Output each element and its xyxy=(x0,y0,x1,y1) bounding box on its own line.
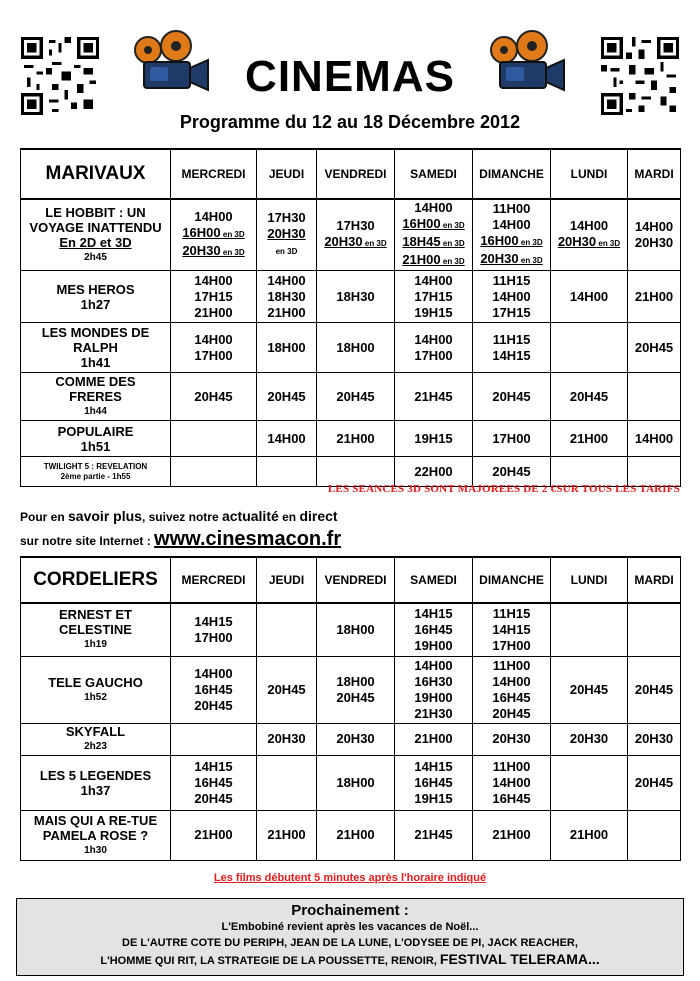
showtime: 21H00 xyxy=(634,288,674,304)
showtime: 16H45 xyxy=(492,689,531,705)
film-title xyxy=(21,457,171,487)
table-row xyxy=(21,656,681,723)
table-row xyxy=(21,373,681,421)
film-title xyxy=(21,421,171,457)
showtime: 16H45 xyxy=(194,774,233,790)
showtime-cell xyxy=(473,421,551,457)
film-title xyxy=(21,271,171,323)
film-title-line: MAIS QUI A RE-TUE xyxy=(33,812,158,828)
showtime: 18H00 xyxy=(336,339,375,355)
showtime-cell xyxy=(628,755,681,810)
showtime-cell xyxy=(473,755,551,810)
showtime-cell xyxy=(628,199,681,271)
showtime: 16H45 xyxy=(194,681,233,697)
showtime-cell xyxy=(395,271,473,323)
film-title xyxy=(21,323,171,373)
coming-soon-line: L'Embobiné revient après les vacances de Noël... xyxy=(221,921,479,933)
showtime: 21H00 xyxy=(336,430,375,446)
showtime: 20H30 en 3D xyxy=(480,251,543,266)
film-title xyxy=(21,199,171,271)
venue-name: CORDELIERS xyxy=(21,557,171,603)
showtime: 21H45 xyxy=(414,827,453,842)
film-title-line: 2ème partie - 1h55 xyxy=(60,471,131,481)
table-row xyxy=(21,723,681,755)
showtime-cell xyxy=(257,421,317,457)
showtime-cell xyxy=(171,603,257,656)
showtime: 20H30 xyxy=(336,731,375,746)
showtime-cell xyxy=(628,656,681,723)
showtime: 17H00 xyxy=(492,637,531,653)
showtime: 20H45 xyxy=(194,790,233,806)
day-header: SAMEDI xyxy=(395,149,473,199)
notice-3d-surcharge: LES SEANCES 3D SONT MAJOREES DE 2 €SUR TOUS LES TARIFS xyxy=(327,483,680,495)
showtime: 20H45 xyxy=(336,689,375,705)
showtime: 14H00 xyxy=(414,200,453,215)
film-title-line: LES MONDES DE xyxy=(41,325,150,340)
showtime: 21H00 xyxy=(194,304,233,320)
showtime: 20H45 xyxy=(634,681,674,697)
film-title-line: ERNEST ET xyxy=(59,607,132,623)
showtime-cell xyxy=(628,603,681,656)
showtime: 21H00 xyxy=(267,827,306,842)
showtime-cell xyxy=(395,656,473,723)
film-title-line: POPULAIRE xyxy=(57,423,134,439)
showtime: 20H45 xyxy=(492,705,531,721)
film-title-line: MES HEROS xyxy=(56,281,135,297)
table-row xyxy=(21,421,681,457)
showtime: 14H00 xyxy=(492,217,531,232)
showtime-cell xyxy=(473,603,551,656)
showtime: 21H30 xyxy=(414,705,453,721)
showtime-cell xyxy=(257,723,317,755)
showtime: 14H00 xyxy=(414,331,453,347)
showtime-cell xyxy=(551,656,628,723)
film-duration: 2h23 xyxy=(84,741,107,752)
showtime-cell xyxy=(257,603,317,656)
showtime-cell xyxy=(317,603,395,656)
showtime-cell xyxy=(257,755,317,810)
showtime: 20H45 xyxy=(267,388,306,404)
showtime: 11H00 xyxy=(492,657,531,673)
film-title-line: RALPH xyxy=(73,340,118,355)
page-subtitle: Programme du 12 au 18 Décembre 2012 xyxy=(179,112,521,132)
showtime-cell xyxy=(257,271,317,323)
showtime: 17H00 xyxy=(414,347,453,363)
showtime-cell xyxy=(395,323,473,373)
showtime-cell xyxy=(171,199,257,271)
showtime: 14H00 xyxy=(194,272,233,288)
showtime: 21H45 xyxy=(414,388,453,404)
showtime-cell xyxy=(257,656,317,723)
film-title-line: PAMELA ROSE ? xyxy=(42,827,149,843)
showtime: 14H00 xyxy=(569,218,609,233)
showtime-cell xyxy=(317,755,395,810)
showtime: en 3D xyxy=(275,247,298,256)
showtime: 11H00 xyxy=(492,758,531,774)
showtime-cell xyxy=(171,421,257,457)
showtime: 16H00 en 3D xyxy=(480,233,543,248)
showtime: 16H45 xyxy=(414,774,453,790)
showtime-cell xyxy=(257,199,317,271)
showtime: 14H00 xyxy=(414,272,453,288)
showtime: 21H00 xyxy=(569,430,609,446)
showtime-cell xyxy=(395,810,473,860)
showtime: 20H30 xyxy=(634,235,674,250)
coming-soon-box xyxy=(16,898,684,976)
film-duration: 1h27 xyxy=(80,296,111,312)
showtime: 20H45 xyxy=(634,774,674,790)
film-duration: 2h45 xyxy=(84,252,107,263)
showtime-cell xyxy=(317,323,395,373)
film-duration: 1h51 xyxy=(80,438,111,454)
showtime-cell xyxy=(551,199,628,271)
showtime: 20H30 en 3D xyxy=(182,243,245,258)
film-title xyxy=(21,603,171,656)
showtime: 21H00 xyxy=(267,304,306,320)
showtime: 17H15 xyxy=(414,288,453,304)
film-title xyxy=(21,656,171,723)
schedule-table-marivaux xyxy=(20,148,681,487)
showtime: 21H00 xyxy=(492,827,531,842)
venue-name: MARIVAUX xyxy=(21,149,171,199)
film-title-line: TELE GAUCHO xyxy=(48,674,143,690)
showtime-cell xyxy=(628,271,681,323)
info-line-2: sur notre site Internet : www.cinesmacon.fr xyxy=(20,528,342,550)
showtime-cell xyxy=(551,755,628,810)
schedule-table-cordeliers xyxy=(20,556,681,861)
showtime: 17H00 xyxy=(492,430,531,446)
showtime: 14H15 xyxy=(492,621,531,637)
showtime: 22H00 xyxy=(414,463,453,479)
showtime-cell xyxy=(551,323,628,373)
showtime-cell xyxy=(395,373,473,421)
day-header: LUNDI xyxy=(551,557,628,603)
table-row xyxy=(21,271,681,323)
showtime: 11H15 xyxy=(492,605,531,621)
showtime-cell xyxy=(395,603,473,656)
showtime: 21H00 en 3D xyxy=(402,252,465,267)
showtime-cell xyxy=(317,810,395,860)
showtime-cell xyxy=(257,323,317,373)
day-header: JEUDI xyxy=(257,557,317,603)
showtime: 14H00 xyxy=(492,774,531,790)
showtime: 19H15 xyxy=(414,304,453,320)
showtime: 17H30 xyxy=(336,218,375,233)
showtime: 14H15 xyxy=(414,758,453,774)
showtime-cell xyxy=(171,755,257,810)
showtime: 11H00 xyxy=(492,201,531,216)
coming-soon-heading: Prochainement : xyxy=(291,902,409,919)
showtime-cell xyxy=(317,421,395,457)
table-row xyxy=(21,603,681,656)
day-header: SAMEDI xyxy=(395,557,473,603)
showtime-cell xyxy=(473,457,551,487)
showtime: 18H00 xyxy=(267,339,306,355)
showtime: 18H00 xyxy=(336,774,375,790)
day-header: LUNDI xyxy=(551,149,628,199)
showtime-cell xyxy=(171,271,257,323)
showtime: 14H00 xyxy=(414,657,453,673)
showtime: 14H00 xyxy=(634,219,674,234)
showtime: 19H00 xyxy=(414,637,453,653)
notice-start-time: Les films débutent 5 minutes après l'horaire indiqué xyxy=(213,872,487,884)
showtime-cell xyxy=(551,271,628,323)
showtime-cell xyxy=(473,271,551,323)
film-title-line: TWILIGHT 5 : REVELATION xyxy=(43,461,148,471)
table-row xyxy=(21,323,681,373)
showtime-cell xyxy=(628,810,681,860)
showtime-cell xyxy=(628,457,681,487)
showtime: 14H15 xyxy=(194,613,233,629)
showtime-cell xyxy=(551,421,628,457)
film-title-line: LES 5 LEGENDES xyxy=(39,767,152,783)
showtime: 21H00 xyxy=(336,827,375,842)
showtime: 20H30 xyxy=(634,731,674,746)
table-row xyxy=(21,810,681,860)
film-title xyxy=(21,723,171,755)
showtime-cell xyxy=(395,723,473,755)
film-duration: 1h41 xyxy=(80,355,111,370)
coming-soon-line: DE L'AUTRE COTE DU PERIPH, JEAN DE LA LUNE, L'ODYSEE DE PI, JACK REACHER, xyxy=(122,937,578,949)
showtime-cell xyxy=(473,656,551,723)
showtime: 18H45 en 3D xyxy=(402,234,465,249)
showtime-cell xyxy=(395,421,473,457)
showtime: 16H00 en 3D xyxy=(402,216,465,231)
day-header: VENDREDI xyxy=(317,557,395,603)
film-duration: 1h30 xyxy=(84,844,107,856)
day-header: MERCREDI xyxy=(171,557,257,603)
showtime: 14H15 xyxy=(194,758,233,774)
showtime-cell xyxy=(257,457,317,487)
showtime: 18H30 xyxy=(267,288,306,304)
showtime: 20H45 xyxy=(569,681,609,697)
showtime-cell xyxy=(171,810,257,860)
film-title-line: COMME DES xyxy=(55,374,136,389)
showtime: 19H15 xyxy=(414,430,453,446)
table-row xyxy=(21,755,681,810)
showtime-cell xyxy=(551,810,628,860)
showtime: 20H30 en 3D xyxy=(324,234,387,249)
film-duration: 1h52 xyxy=(84,691,107,703)
film-duration: 1h44 xyxy=(84,406,107,417)
showtime-cell xyxy=(171,457,257,487)
showtime: 20H45 xyxy=(267,681,306,697)
showtime: 21H00 xyxy=(194,827,233,842)
showtime: 14H15 xyxy=(414,605,453,621)
showtime-cell xyxy=(317,457,395,487)
showtime: 21H00 xyxy=(414,731,453,746)
showtime: 16H00 en 3D xyxy=(182,225,245,240)
table-row xyxy=(21,199,681,271)
film-title xyxy=(21,810,171,860)
showtime-cell xyxy=(317,656,395,723)
showtime-cell xyxy=(551,603,628,656)
showtime: 17H30 xyxy=(267,210,306,225)
showtime: 14H00 xyxy=(634,430,674,446)
showtime: 18H00 xyxy=(336,621,375,637)
showtime: 14H00 xyxy=(194,331,233,347)
showtime: 20H45 xyxy=(492,388,531,404)
showtime-cell xyxy=(317,373,395,421)
showtime-cell xyxy=(395,457,473,487)
showtime-cell xyxy=(628,373,681,421)
showtime-cell xyxy=(473,723,551,755)
info-line-1: Pour en savoir plus, suivez notre actualité en direct xyxy=(20,508,338,524)
film-title-line: CELESTINE xyxy=(59,622,132,638)
showtime: 20H45 xyxy=(194,388,233,404)
showtime: 20H45 xyxy=(569,388,609,404)
showtime: 17H15 xyxy=(492,304,531,320)
film-title-line: FRERES xyxy=(69,389,122,404)
showtime: 17H00 xyxy=(194,347,233,363)
showtime: 20H45 xyxy=(492,463,531,479)
showtime-cell xyxy=(171,723,257,755)
film-title-line: SKYFALL xyxy=(65,724,126,739)
showtime: 20H45 xyxy=(336,388,375,404)
showtime: 14H00 xyxy=(492,288,531,304)
showtime: 18H00 xyxy=(336,673,375,689)
showtime-cell xyxy=(473,323,551,373)
showtime: 16H30 xyxy=(414,673,453,689)
showtime: 20H30 xyxy=(267,731,306,746)
showtime-cell xyxy=(317,723,395,755)
showtime: 14H15 xyxy=(492,347,531,363)
showtime: 20H45 xyxy=(634,339,674,355)
showtime-cell xyxy=(473,199,551,271)
showtime-cell xyxy=(257,373,317,421)
showtime-cell xyxy=(628,323,681,373)
showtime-cell xyxy=(628,421,681,457)
showtime: 20H30 xyxy=(569,731,609,746)
showtime-cell xyxy=(551,373,628,421)
showtime: 14H00 xyxy=(492,673,531,689)
showtime: 14H00 xyxy=(194,665,233,681)
day-header: MARDI xyxy=(628,149,681,199)
showtime-cell xyxy=(395,199,473,271)
showtime-cell xyxy=(473,373,551,421)
showtime: 14H00 xyxy=(267,430,306,446)
showtime: 17H15 xyxy=(194,288,233,304)
film-title-line: LE HOBBIT : UN xyxy=(45,205,146,220)
showtime-cell xyxy=(395,755,473,810)
showtime: 20H45 xyxy=(194,697,233,713)
showtime: 20H30 xyxy=(267,226,306,241)
showtime-cell xyxy=(257,810,317,860)
showtime: 19H15 xyxy=(414,790,453,806)
showtime: 20H30 xyxy=(492,731,531,746)
coming-soon-line: L'HOMME QUI RIT, LA STRATEGIE DE LA POUSSETTE, RENOIR, FESTIVAL TELERAMA... xyxy=(100,951,600,967)
day-header: DIMANCHE xyxy=(473,557,551,603)
showtime-cell xyxy=(473,810,551,860)
day-header: MERCREDI xyxy=(171,149,257,199)
showtime: 20H30 en 3D xyxy=(557,234,621,249)
showtime: 16H45 xyxy=(414,621,453,637)
day-header: JEUDI xyxy=(257,149,317,199)
film-duration: 1h19 xyxy=(84,639,107,651)
showtime-cell xyxy=(551,457,628,487)
showtime-cell xyxy=(317,271,395,323)
showtime: 18H30 xyxy=(336,288,375,304)
film-title-line: VOYAGE INATTENDU xyxy=(29,220,162,235)
film-duration: 1h37 xyxy=(80,782,111,798)
showtime-cell xyxy=(171,656,257,723)
day-header: MARDI xyxy=(628,557,681,603)
showtime: 11H15 xyxy=(492,272,531,288)
website-link[interactable]: www.cinesmacon.fr xyxy=(154,528,342,550)
showtime-cell xyxy=(628,723,681,755)
film-title xyxy=(21,373,171,421)
showtime: 21H00 xyxy=(569,827,609,842)
showtime: 11H15 xyxy=(492,331,531,347)
showtime: 16H45 xyxy=(492,790,531,806)
film-format: En 2D et 3D xyxy=(59,235,132,250)
showtime-cell xyxy=(171,373,257,421)
showtime-cell xyxy=(317,199,395,271)
table-row xyxy=(21,457,681,487)
showtime-cell xyxy=(551,723,628,755)
showtime: 19H00 xyxy=(414,689,453,705)
film-title xyxy=(21,755,171,810)
showtime-cell xyxy=(171,323,257,373)
showtime: 14H00 xyxy=(569,288,609,304)
page-title: CINEMAS xyxy=(245,52,455,101)
showtime: 14H00 xyxy=(267,272,306,288)
day-header: VENDREDI xyxy=(317,149,395,199)
day-header: DIMANCHE xyxy=(473,149,551,199)
showtime: 14H00 xyxy=(194,209,233,224)
showtime: 17H00 xyxy=(194,629,233,645)
